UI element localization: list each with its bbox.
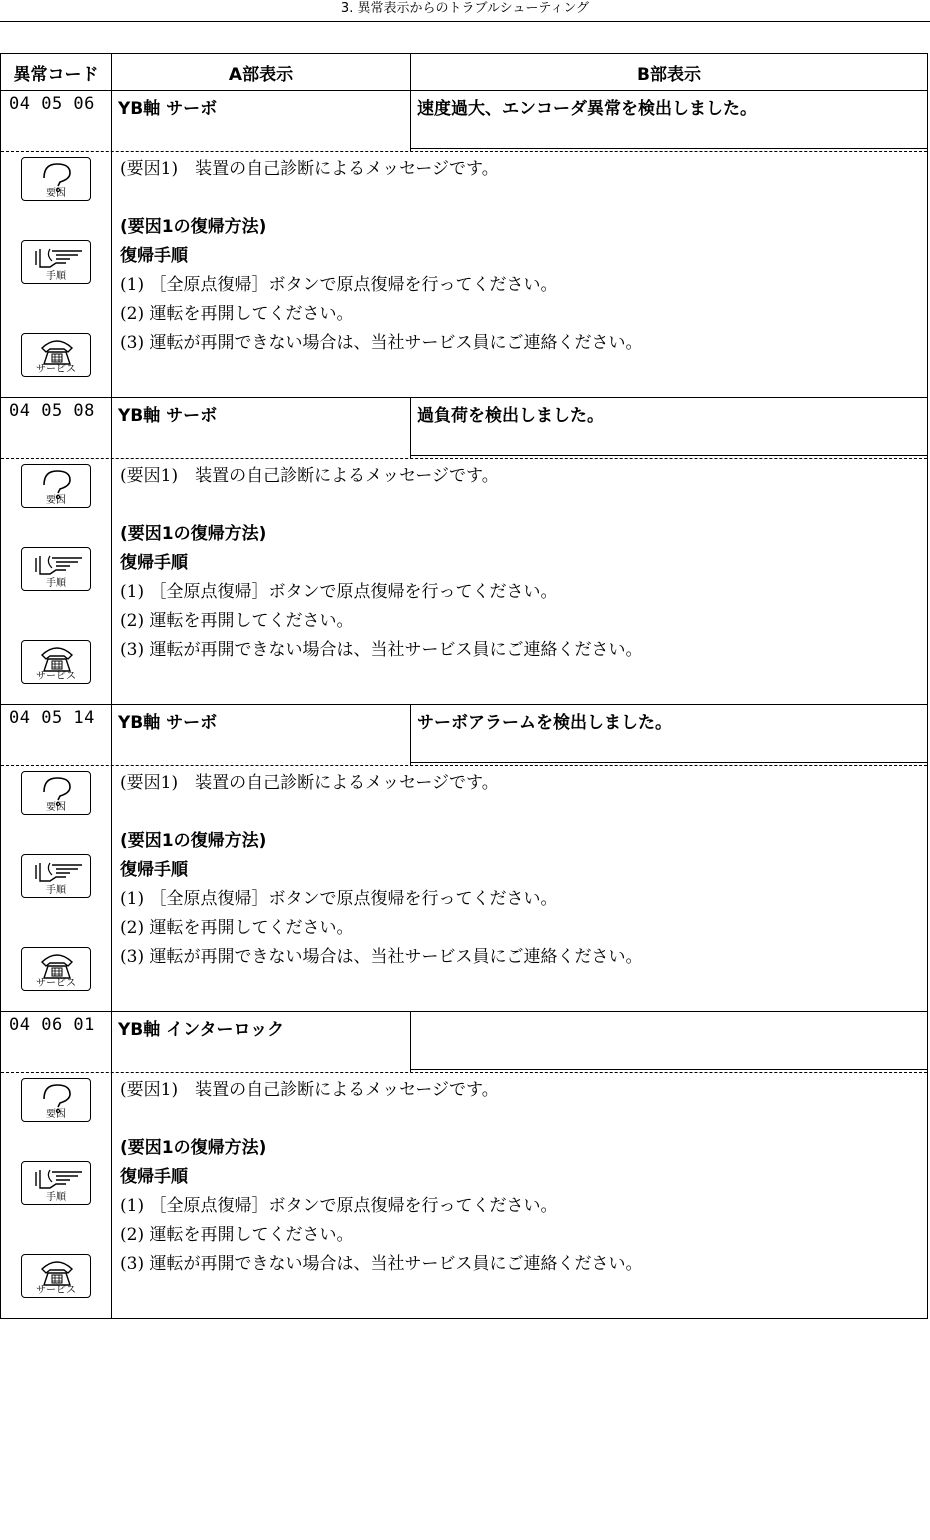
header-code: 異常コード <box>1 54 112 90</box>
procedure-step: (3) 運転が再開できない場合は、当社サービス員にご連絡ください。 <box>120 947 643 967</box>
a-display-text: YB軸 サーボ <box>112 705 411 765</box>
cause-text: (要因1) 装置の自己診断によるメッセージです。 <box>120 773 499 793</box>
page-header <box>0 0 930 22</box>
entry-body <box>1 151 927 397</box>
cause-text: (要因1) 装置の自己診断によるメッセージです。 <box>120 1080 499 1100</box>
entry-text <box>112 766 927 1011</box>
procedure-icon-label: 手順 <box>46 578 66 589</box>
procedure-title: 復帰手順 <box>120 1167 188 1187</box>
remedy-title: (要因1の復帰方法) <box>120 217 267 237</box>
b-display-text <box>411 1012 927 1070</box>
error-code: 04 05 08 <box>1 398 112 458</box>
cause-text: (要因1) 装置の自己診断によるメッセージです。 <box>120 159 499 179</box>
procedure-step: (1) ［全原点復帰］ボタンで原点復帰を行ってください。 <box>120 1196 558 1216</box>
entry-text <box>112 152 927 397</box>
service-icon-label: サービス <box>36 364 76 375</box>
b-display-text: 過負荷を検出しました。 <box>411 398 927 456</box>
entry-text <box>112 1073 927 1318</box>
procedure-step: (2) 運転を再開してください。 <box>120 611 354 631</box>
trouble-table <box>0 53 928 1319</box>
cause-question-icon <box>21 771 91 815</box>
icons-column <box>1 459 112 704</box>
procedure-hand-icon <box>21 240 91 284</box>
a-display-text: YB軸 サーボ <box>112 91 411 151</box>
entry-header <box>1 1012 927 1072</box>
error-code: 04 05 06 <box>1 91 112 151</box>
procedure-step: (2) 運転を再開してください。 <box>120 304 354 324</box>
procedure-step: (3) 運転が再開できない場合は、当社サービス員にご連絡ください。 <box>120 640 643 660</box>
cause-question-icon <box>21 1078 91 1122</box>
procedure-title: 復帰手順 <box>120 860 188 880</box>
header-a-display: A部表示 <box>112 54 411 90</box>
service-phone-icon <box>21 640 91 684</box>
remedy-title: (要因1の復帰方法) <box>120 831 267 851</box>
error-entry <box>1 1012 927 1318</box>
procedure-step: (1) ［全原点復帰］ボタンで原点復帰を行ってください。 <box>120 889 558 909</box>
entry-body <box>1 765 927 1011</box>
entry-body <box>1 1072 927 1318</box>
error-code: 04 05 14 <box>1 705 112 765</box>
service-icon-label: サービス <box>36 671 76 682</box>
service-icon-label: サービス <box>36 1285 76 1296</box>
procedure-step: (1) ［全原点復帰］ボタンで原点復帰を行ってください。 <box>120 275 558 295</box>
service-icon-label: サービス <box>36 978 76 989</box>
entries <box>1 91 927 1318</box>
remedy-title: (要因1の復帰方法) <box>120 524 267 544</box>
a-display-text: YB軸 インターロック <box>112 1012 411 1072</box>
procedure-icon-label: 手順 <box>46 271 66 282</box>
procedure-icon-label: 手順 <box>46 885 66 896</box>
service-phone-icon <box>21 947 91 991</box>
entry-header <box>1 398 927 458</box>
procedure-step: (1) ［全原点復帰］ボタンで原点復帰を行ってください。 <box>120 582 558 602</box>
error-code: 04 06 01 <box>1 1012 112 1072</box>
header-b-display: B部表示 <box>637 64 701 85</box>
error-entry <box>1 398 927 705</box>
a-display-text: YB軸 サーボ <box>112 398 411 458</box>
cause-icon-label: 要因 <box>46 1109 66 1120</box>
entry-header <box>1 91 927 151</box>
cause-question-icon <box>21 464 91 508</box>
remedy-title: (要因1の復帰方法) <box>120 1138 267 1158</box>
procedure-icon-label: 手順 <box>46 1192 66 1203</box>
procedure-hand-icon <box>21 547 91 591</box>
cause-icon-label: 要因 <box>46 188 66 199</box>
b-display-text: サーボアラームを検出しました。 <box>411 705 927 763</box>
entry-header <box>1 705 927 765</box>
procedure-hand-icon <box>21 1161 91 1205</box>
icons-column <box>1 152 112 397</box>
page-title: 3. 異常表示からのトラブルシューティング <box>340 1 590 16</box>
cause-icon-label: 要因 <box>46 495 66 506</box>
procedure-step: (2) 運転を再開してください。 <box>120 918 354 938</box>
table-header <box>1 54 927 91</box>
icons-column <box>1 1073 112 1318</box>
procedure-step: (3) 運転が再開できない場合は、当社サービス員にご連絡ください。 <box>120 1254 643 1274</box>
service-phone-icon <box>21 1254 91 1298</box>
service-phone-icon <box>21 333 91 377</box>
procedure-title: 復帰手順 <box>120 553 188 573</box>
cause-icon-label: 要因 <box>46 802 66 813</box>
cause-text: (要因1) 装置の自己診断によるメッセージです。 <box>120 466 499 486</box>
entry-body <box>1 458 927 704</box>
error-entry <box>1 705 927 1012</box>
icons-column <box>1 766 112 1011</box>
procedure-hand-icon <box>21 854 91 898</box>
b-display-text: 速度過大、エンコーダ異常を検出しました。 <box>411 91 927 149</box>
procedure-step: (2) 運転を再開してください。 <box>120 1225 354 1245</box>
cause-question-icon <box>21 157 91 201</box>
procedure-title: 復帰手順 <box>120 246 188 266</box>
error-entry <box>1 91 927 398</box>
procedure-step: (3) 運転が再開できない場合は、当社サービス員にご連絡ください。 <box>120 333 643 353</box>
entry-text <box>112 459 927 704</box>
